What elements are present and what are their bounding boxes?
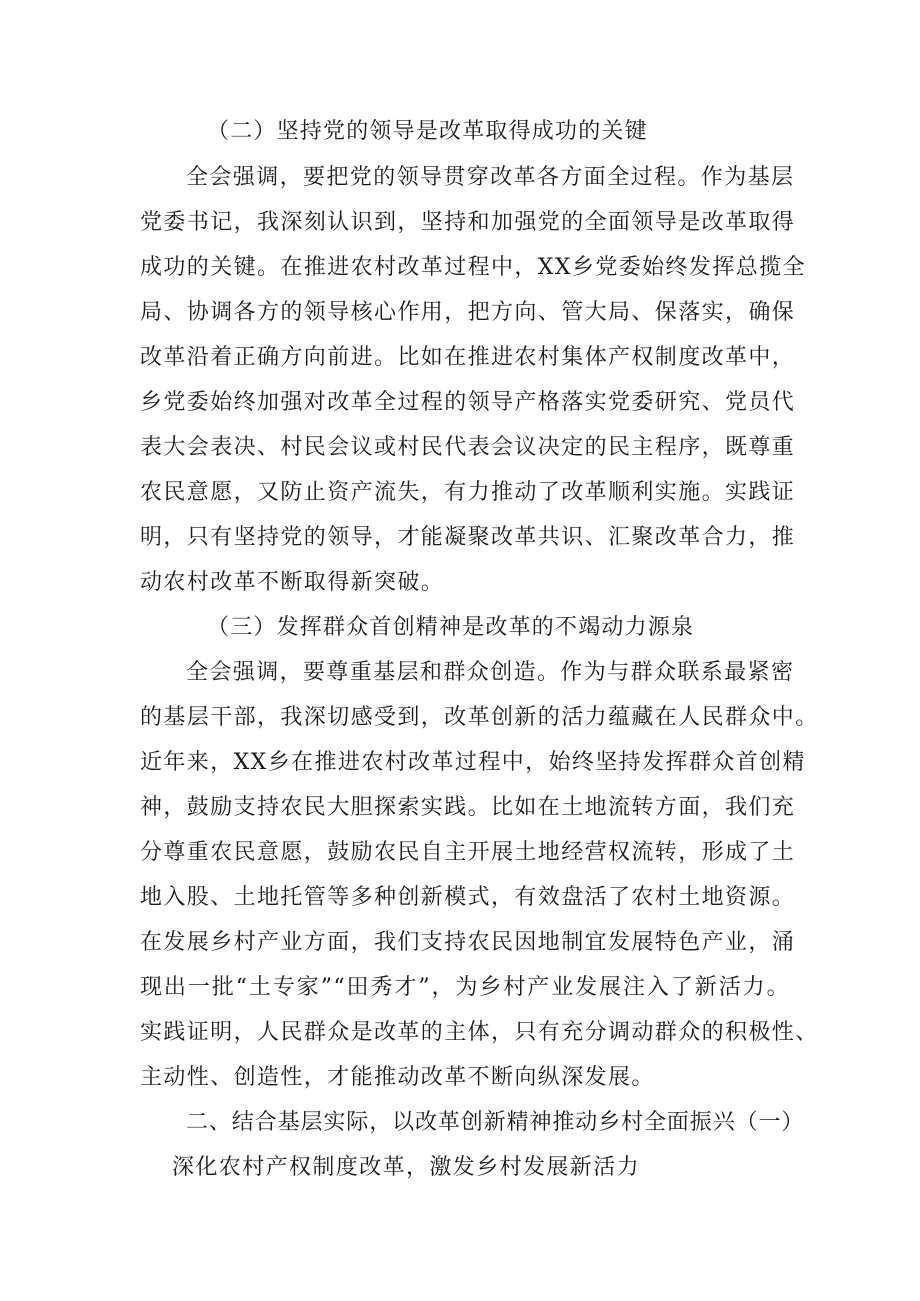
paragraph-line: 农民意愿，又防止资产流失，有力推动了改革顺利实施。实践证 — [140, 480, 796, 505]
paragraph-line: 动农村改革不断取得新突破。 — [140, 570, 445, 595]
heading-section-3: （三）发挥群众首创精神是改革的不竭动力源泉 — [207, 615, 695, 640]
paragraph-line: 局、协调各方的领导核心作用，把方向、管大局、保落实，确保 — [140, 300, 796, 325]
paragraph-line: 在发展乡村产业方面，我们支持农民因地制宜发展特色产业，涌 — [140, 930, 796, 955]
paragraph-line: 明，只有坚持党的领导，才能凝聚改革共识、汇聚改革合力，推 — [140, 525, 796, 550]
paragraph-line: 主动性、创造性，才能推动改革不断向纵深发展。 — [140, 1065, 655, 1090]
paragraph-line: 成功的关键。在推进农村改革过程中，XX乡党委始终发挥总揽全 — [140, 255, 806, 280]
paragraph-line: 党委书记，我深刻认识到，坚持和加强党的全面领导是改革取得 — [140, 210, 796, 235]
paragraph-line: 乡党委始终加强对改革全过程的领导产格落实党委研究、党员代 — [140, 390, 796, 415]
paragraph-line: 现出一批“土专家”“田秀才”，为乡村产业发展注入了新活力。 — [140, 975, 790, 1000]
paragraph-line: 全会强调，要把党的领导贯穿改革各方面全过程。作为基层 — [186, 165, 795, 190]
section-heading: 二、结合基层实际，以改革创新精神推动乡村全面振兴（一） — [186, 1110, 805, 1135]
paragraph-line: 分尊重农民意愿，鼓励农民自主开展土地经营权流转，形成了土 — [140, 840, 796, 865]
paragraph-line: 神，鼓励支持农民大胆探索实践。比如在土地流转方面，我们充 — [140, 795, 796, 820]
paragraph-line: 的基层干部，我深切感受到，改革创新的活力蕴藏在人民群众中。 — [140, 705, 819, 730]
paragraph-line: 表大会表决、村民会议或村民代表会议决定的民主程序，既尊重 — [140, 435, 796, 460]
paragraph-line: 实践证明，人民群众是改革的主体，只有充分调动群众的积极性、 — [140, 1020, 819, 1045]
paragraph-line: 改革沿着正确方向前进。比如在推进农村集体产权制度改革中， — [140, 345, 796, 370]
paragraph-line: 全会强调，要尊重基层和群众创造。作为与群众联系最紧密 — [186, 660, 795, 685]
heading-section-2: （二）坚持党的领导是改革取得成功的关键 — [207, 119, 648, 144]
subsection-heading: 深化农村产权制度改革，激发乡村发展新活力 — [172, 1155, 641, 1180]
paragraph-line: 地入股、土地托管等多种创新模式，有效盘活了农村土地资源。 — [140, 885, 796, 910]
paragraph-line: 近年来，XX乡在推进农村改革过程中，始终坚持发挥群众首创精 — [140, 750, 806, 775]
